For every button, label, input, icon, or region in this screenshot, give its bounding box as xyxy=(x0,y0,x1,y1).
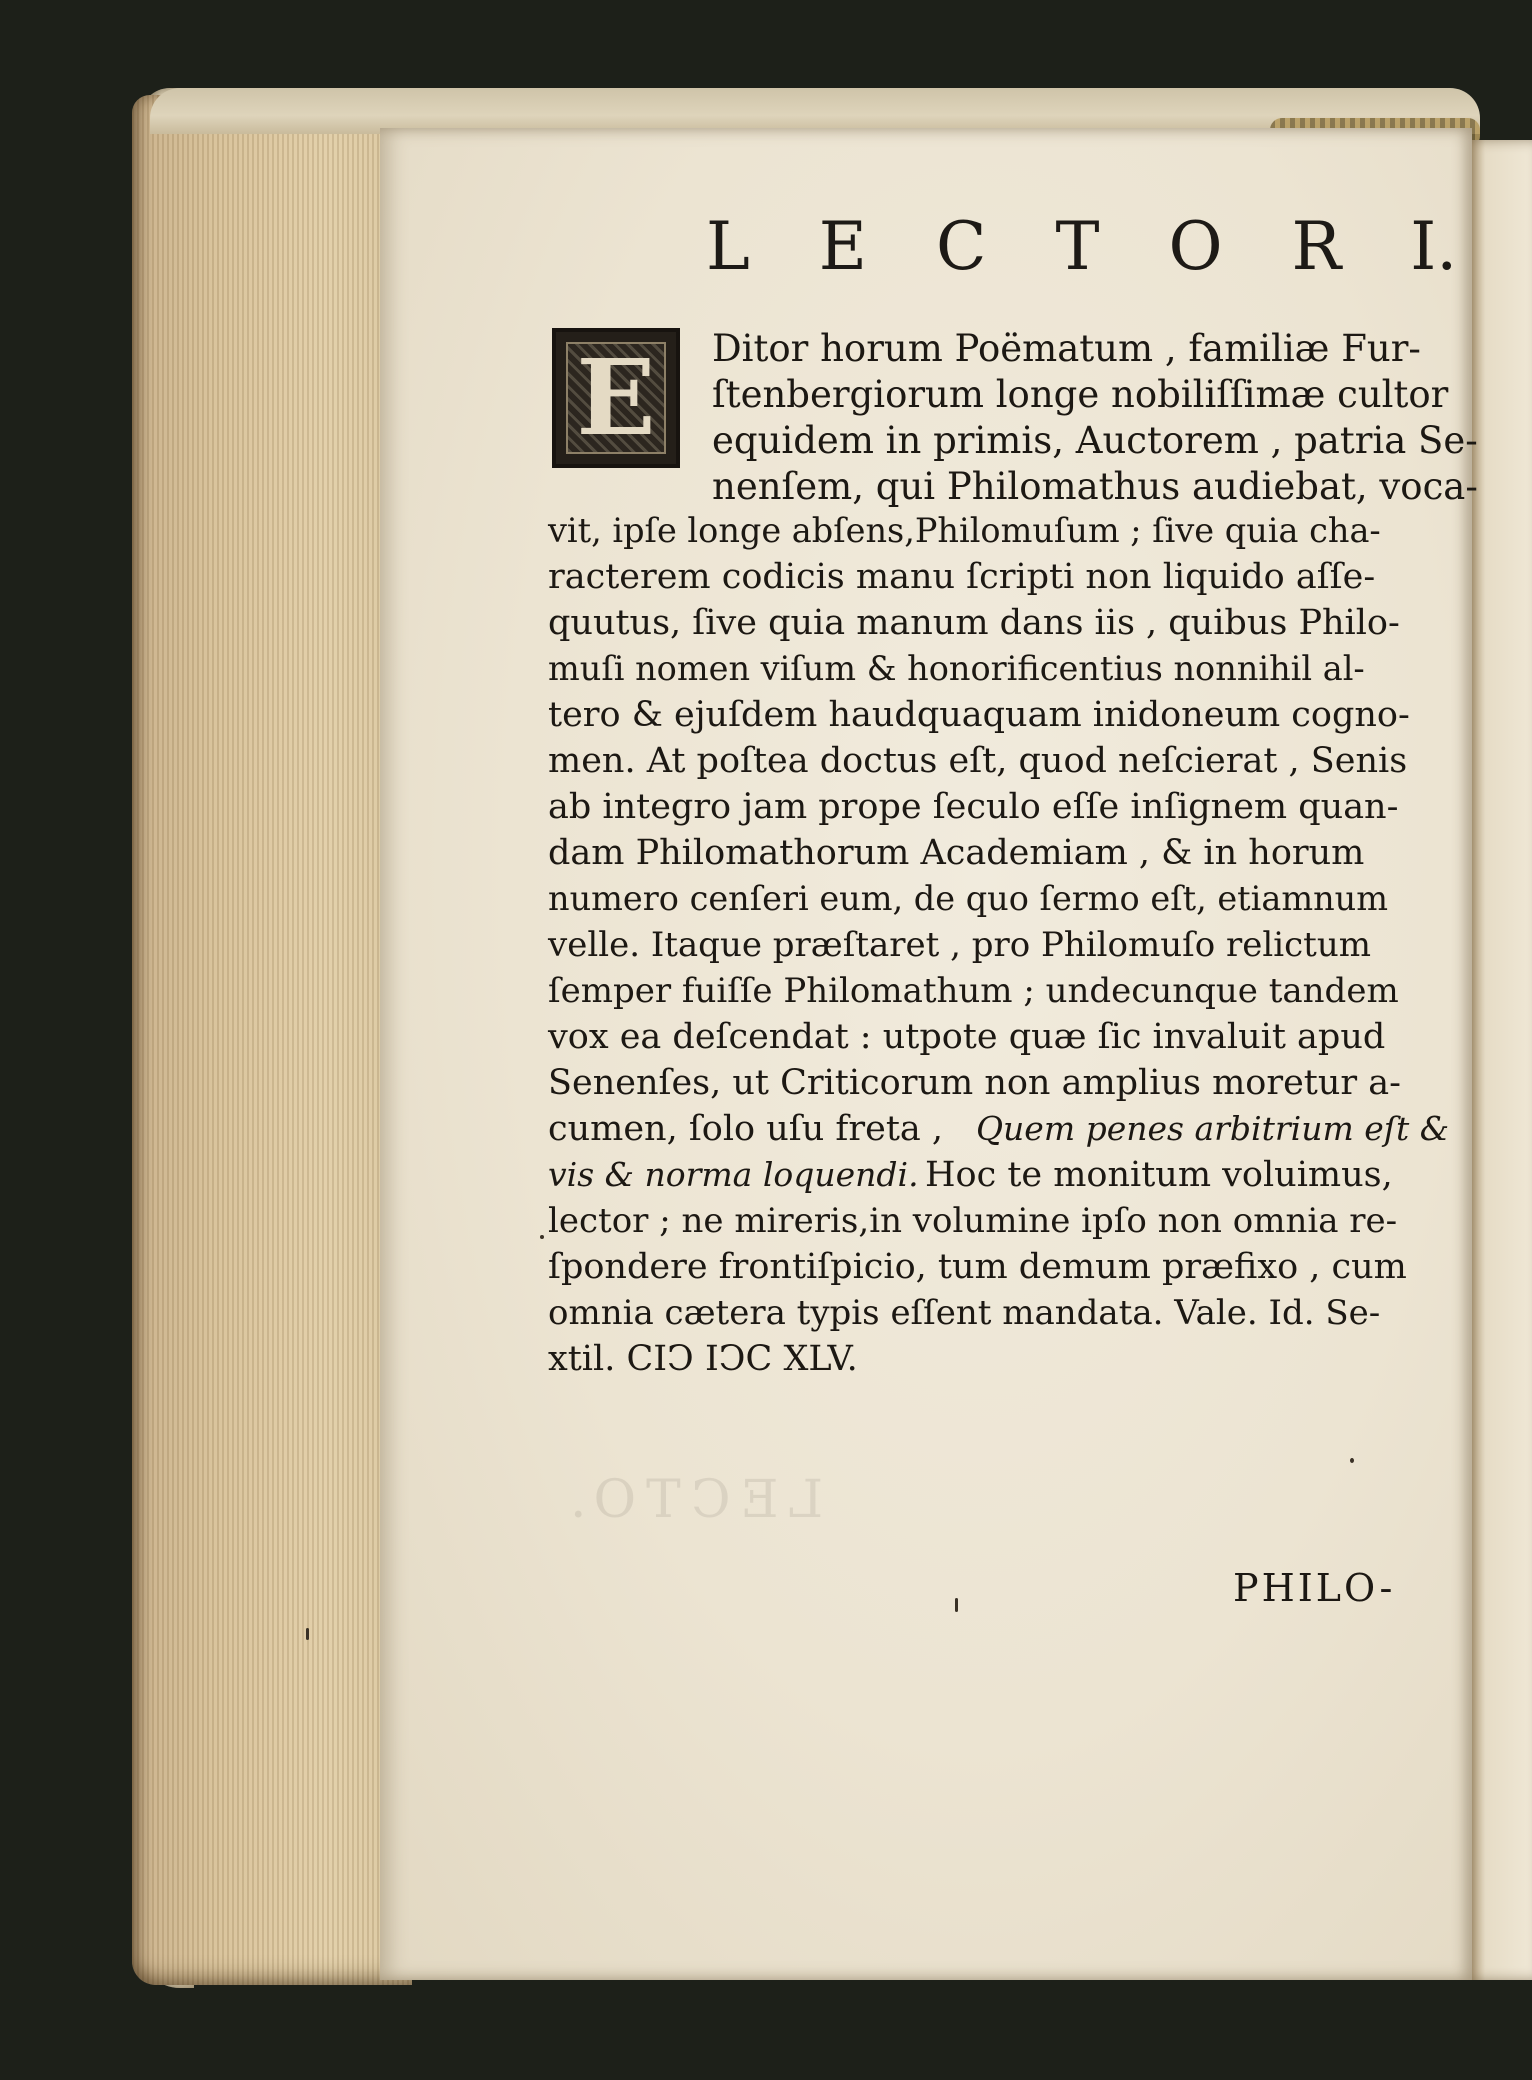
italic-quote-end: vis & norma loquendi. xyxy=(548,1155,919,1194)
text-line: Senenſes, ut Criticorum non amplius moretur a- xyxy=(548,1063,1401,1103)
text-line: cumen, ſolo uſu freta , xyxy=(548,1109,943,1149)
initial-letter: E xyxy=(576,336,656,459)
italic-quote-text: Quem penes arbitrium eſt & xyxy=(976,1109,1450,1148)
paper-speck xyxy=(955,1598,958,1612)
paper-speck xyxy=(306,1628,309,1640)
text-line: quutus, ſive quia manum dans iis , quibus Philo- xyxy=(548,603,1400,643)
text-line: ſtenbergiorum longe nobiliſſimæ cultor xyxy=(712,373,1449,416)
text-line: numero cenſeri eum, de quo ſermo eſt, etiamnum xyxy=(548,879,1389,918)
text-line: Hoc te monitum voluimus, xyxy=(925,1155,1393,1195)
facing-page-edge xyxy=(1465,140,1532,1980)
text-line: omnia cætera typis eſſent mandata. Vale. Id. Se- xyxy=(548,1293,1381,1333)
text-line: equidem in primis, Auctorem , patria Se- xyxy=(712,419,1478,462)
text-line: xtil. CIↃ IↃC XLV. xyxy=(548,1339,858,1379)
page-heading: L E C T O R I. xyxy=(706,208,1458,285)
paper-speck xyxy=(540,1235,544,1239)
text-line: vit, ipſe longe abſens,Philomuſum ; ſive quia cha- xyxy=(548,511,1381,550)
show-through-text: LECTO. xyxy=(560,1470,824,1530)
text-line: dam Philomathorum Academiam , & in horum xyxy=(548,833,1365,873)
text-line: men. At poſtea doctus eſt, quod neſcierat , Senis xyxy=(548,741,1408,781)
page-block-edges xyxy=(132,95,412,1985)
paper-speck xyxy=(1350,1458,1354,1463)
text-line: ſpondere frontiſpicio, tum demum præfixo , cum xyxy=(548,1247,1407,1287)
text-line: ſemper fuiſſe Philomathum ; undecunque tandem xyxy=(548,971,1399,1011)
text-line: Ditor horum Poëmatum , familiæ Fur- xyxy=(712,327,1421,370)
text-line: tero & ejuſdem haudquaquam inidoneum cogno- xyxy=(548,695,1410,735)
decorated-initial xyxy=(552,328,680,468)
italic-quote xyxy=(976,1109,1450,1148)
text-line: nenſem, qui Philomathus audiebat, voca- xyxy=(712,465,1478,508)
text-line: velle. Itaque præſtaret , pro Philomuſo relictum xyxy=(548,925,1371,965)
text-line: muſi nomen viſum & honorificentius nonnihil al- xyxy=(548,649,1365,688)
text-line: racterem codicis manu ſcripti non liquido aſſe- xyxy=(548,557,1376,597)
text-line: vox ea deſcendat : utpote quæ ſic invaluit apud xyxy=(548,1017,1386,1057)
text-line: lector ; ne mireris,in volumine ipſo non omnia re- xyxy=(548,1201,1398,1241)
catchword: PHILO- xyxy=(1233,1566,1396,1610)
text-line xyxy=(548,1155,919,1194)
text-line: ab integro jam prope ſeculo eſſe inſignem quan- xyxy=(548,787,1399,827)
